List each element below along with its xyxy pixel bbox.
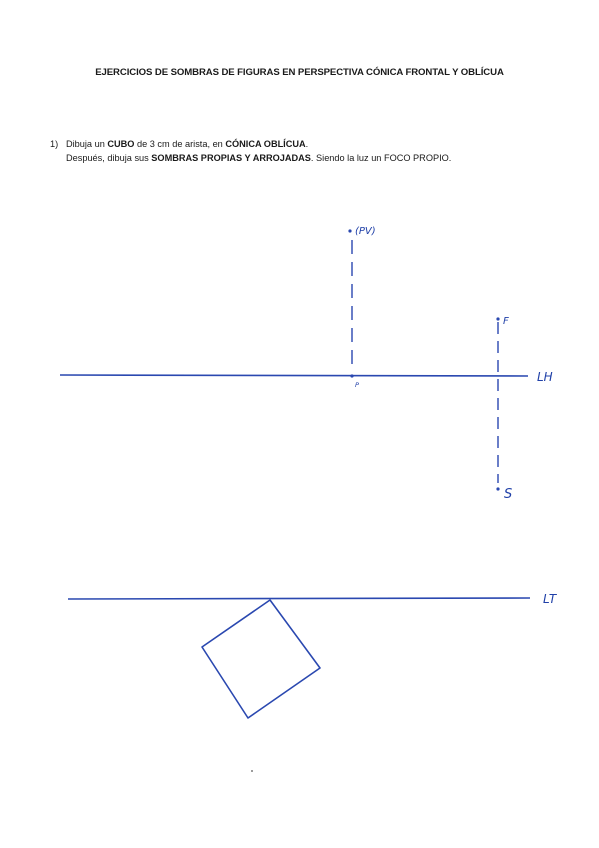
lt-label: LT	[543, 592, 557, 606]
statement-text: Después, dibuja sus	[66, 153, 152, 163]
cube-plan-square	[202, 600, 320, 718]
ground-line	[68, 598, 530, 599]
statement-text: de 3 cm de arista, en	[134, 139, 226, 149]
stray-dot	[251, 770, 253, 772]
statement-text: . Siendo la luz un FOCO PROPIO.	[310, 153, 452, 163]
statement-text: Dibuja un	[66, 139, 108, 149]
s-label: S	[504, 487, 513, 502]
statement-bold: CÓNICA OBLÍCUA	[225, 139, 306, 149]
pv-label: (PV)	[355, 226, 376, 237]
horizon-line	[60, 375, 528, 376]
exercise-number: 1)	[50, 139, 59, 149]
s-point	[496, 487, 499, 490]
p-point	[350, 374, 353, 377]
pv-point	[348, 229, 351, 232]
lh-label: LH	[537, 370, 553, 384]
statement-text: .	[305, 139, 309, 149]
statement-bold: CUBO	[107, 139, 135, 149]
statement-bold: SOMBRAS PROPIAS Y ARROJADAS	[151, 153, 311, 163]
p-label: P	[355, 381, 359, 389]
f-label: F	[503, 316, 509, 327]
page-title: EJERCICIOS DE SOMBRAS DE FIGURAS EN PERSPECTIVA CÓNICA FRONTAL Y OBLÍCUA	[95, 67, 504, 78]
f-point	[496, 317, 499, 320]
